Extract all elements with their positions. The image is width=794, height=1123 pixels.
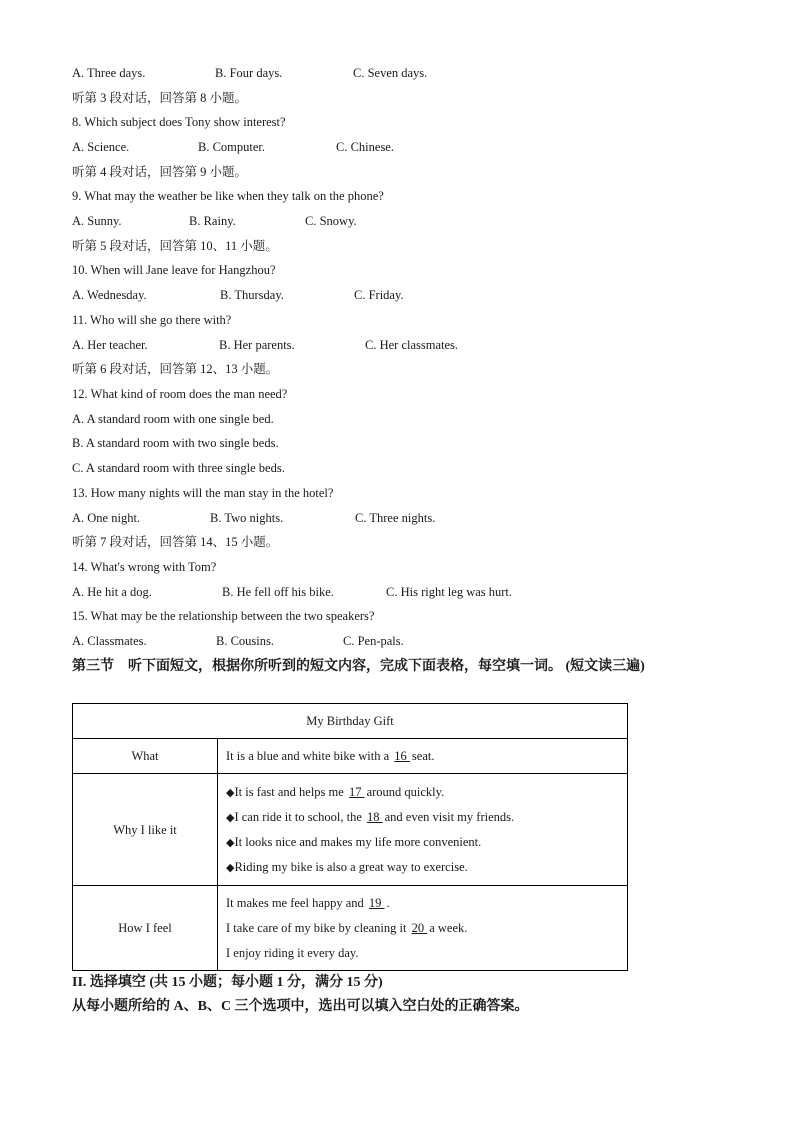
- option-c: C. Friday.: [354, 288, 404, 302]
- question-12: 12. What kind of room does the man need?: [72, 387, 288, 401]
- row-label-why: Why I like it: [73, 774, 218, 886]
- row-content-what: It is a blue and white bike with a 16 seat.: [218, 739, 628, 774]
- row-label-what: What: [73, 739, 218, 774]
- blank-17: 17: [348, 785, 365, 799]
- question-10: 10. When will Jane leave for Hangzhou?: [72, 263, 276, 277]
- option-b: B. He fell off his bike.: [222, 585, 334, 599]
- option-b: B. Four days.: [215, 66, 283, 80]
- why-item-3: ◆It looks nice and makes my life more convenient.: [226, 835, 482, 849]
- question-14: 14. What's wrong with Tom?: [72, 560, 217, 574]
- blank-16: 16: [394, 749, 410, 763]
- part-2-instruction: 从每小题所给的 A、B、C 三个选项中，选出可以填入空白处的正确答案。: [72, 999, 529, 1014]
- option-c: C. Her classmates.: [365, 338, 459, 352]
- dialog-7-instruction: 听第 7 段对话，回答第 14、15 小题。: [72, 535, 279, 549]
- option-b: B. Two nights.: [210, 511, 284, 525]
- option-b: B. Cousins.: [216, 634, 275, 648]
- option-a: A. He hit a dog.: [72, 585, 152, 599]
- option-c: C. His right leg was hurt.: [386, 585, 513, 599]
- table-row-why: [73, 774, 628, 886]
- option-a: A. One night.: [72, 511, 141, 525]
- option-b: B. Rainy.: [189, 214, 236, 228]
- row-content-feel: [218, 886, 628, 971]
- option-a: A. Her teacher.: [72, 338, 148, 352]
- diamond-bullet-icon: ◆: [226, 812, 235, 824]
- q12-option-b: B. A standard room with two single beds.: [72, 436, 279, 450]
- option-b: B. Computer.: [198, 140, 266, 154]
- feel-item-1: It makes me feel happy and 19 .: [226, 896, 390, 910]
- dialog-4-instruction: 听第 4 段对话，回答第 9 小题。: [72, 165, 248, 179]
- question-15: 15. What may be the relationship between the two speakers?: [72, 609, 375, 623]
- table-title: My Birthday Gift: [73, 704, 628, 739]
- question-8: 8. Which subject does Tony show interest?: [72, 115, 286, 129]
- dialog-5-instruction: 听第 5 段对话，回答第 10、11 小题。: [72, 239, 278, 253]
- option-b: B. Thursday.: [220, 288, 284, 302]
- q12-option-c: C. A standard room with three single beds.: [72, 461, 285, 475]
- why-item-2: ◆I can ride it to school, the 18 and even visit my friends.: [226, 810, 515, 824]
- option-c: C. Snowy.: [305, 214, 357, 228]
- option-a: A. Classmates.: [72, 634, 147, 648]
- feel-item-3: I enjoy riding it every day.: [226, 946, 359, 960]
- blank-19: 19: [368, 896, 385, 910]
- option-a: A. Three days.: [72, 66, 146, 80]
- option-b: B. Her parents.: [219, 338, 295, 352]
- blank-20: 20: [411, 921, 428, 935]
- section-3-heading: 第三节 听下面短文，根据你所听到的短文内容，完成下面表格，每空填一词。 (短文读三遍): [72, 659, 645, 674]
- option-c: C. Pen-pals.: [343, 634, 404, 648]
- blank-18: 18: [367, 810, 383, 824]
- option-a: A. Sunny.: [72, 214, 122, 228]
- option-c: C. Seven days.: [353, 66, 428, 80]
- option-a: A. Wednesday.: [72, 288, 147, 302]
- diamond-bullet-icon: ◆: [226, 862, 235, 874]
- dialog-6-instruction: 听第 6 段对话，回答第 12、13 小题。: [72, 362, 279, 376]
- row-content-why: [218, 774, 628, 886]
- row-label-feel: How I feel: [73, 886, 218, 971]
- table-row-feel: [73, 886, 628, 971]
- table-row-what: [73, 739, 628, 774]
- question-11: 11. Who will she go there with?: [72, 313, 232, 327]
- table-header-row: [73, 704, 628, 739]
- birthday-gift-table: [72, 703, 628, 971]
- why-item-1: ◆It is fast and helps me 17 around quickly.: [226, 785, 445, 799]
- part-2-title: II. 选择填空 (共 15 小题；每小题 1 分，满分 15 分): [72, 975, 383, 990]
- option-a: A. Science.: [72, 140, 130, 154]
- question-13: 13. How many nights will the man stay in the hotel?: [72, 486, 334, 500]
- option-c: C. Three nights.: [355, 511, 436, 525]
- why-item-4: ◆Riding my bike is also a great way to exercise.: [226, 860, 468, 874]
- question-9: 9. What may the weather be like when they talk on the phone?: [72, 189, 384, 203]
- feel-item-2: I take care of my bike by cleaning it 20 a week.: [226, 921, 468, 935]
- diamond-bullet-icon: ◆: [226, 837, 235, 849]
- option-c: C. Chinese.: [336, 140, 394, 154]
- q12-option-a: A. A standard room with one single bed.: [72, 412, 274, 426]
- dialog-3-instruction: 听第 3 段对话，回答第 8 小题。: [72, 91, 248, 105]
- diamond-bullet-icon: ◆: [226, 787, 235, 799]
